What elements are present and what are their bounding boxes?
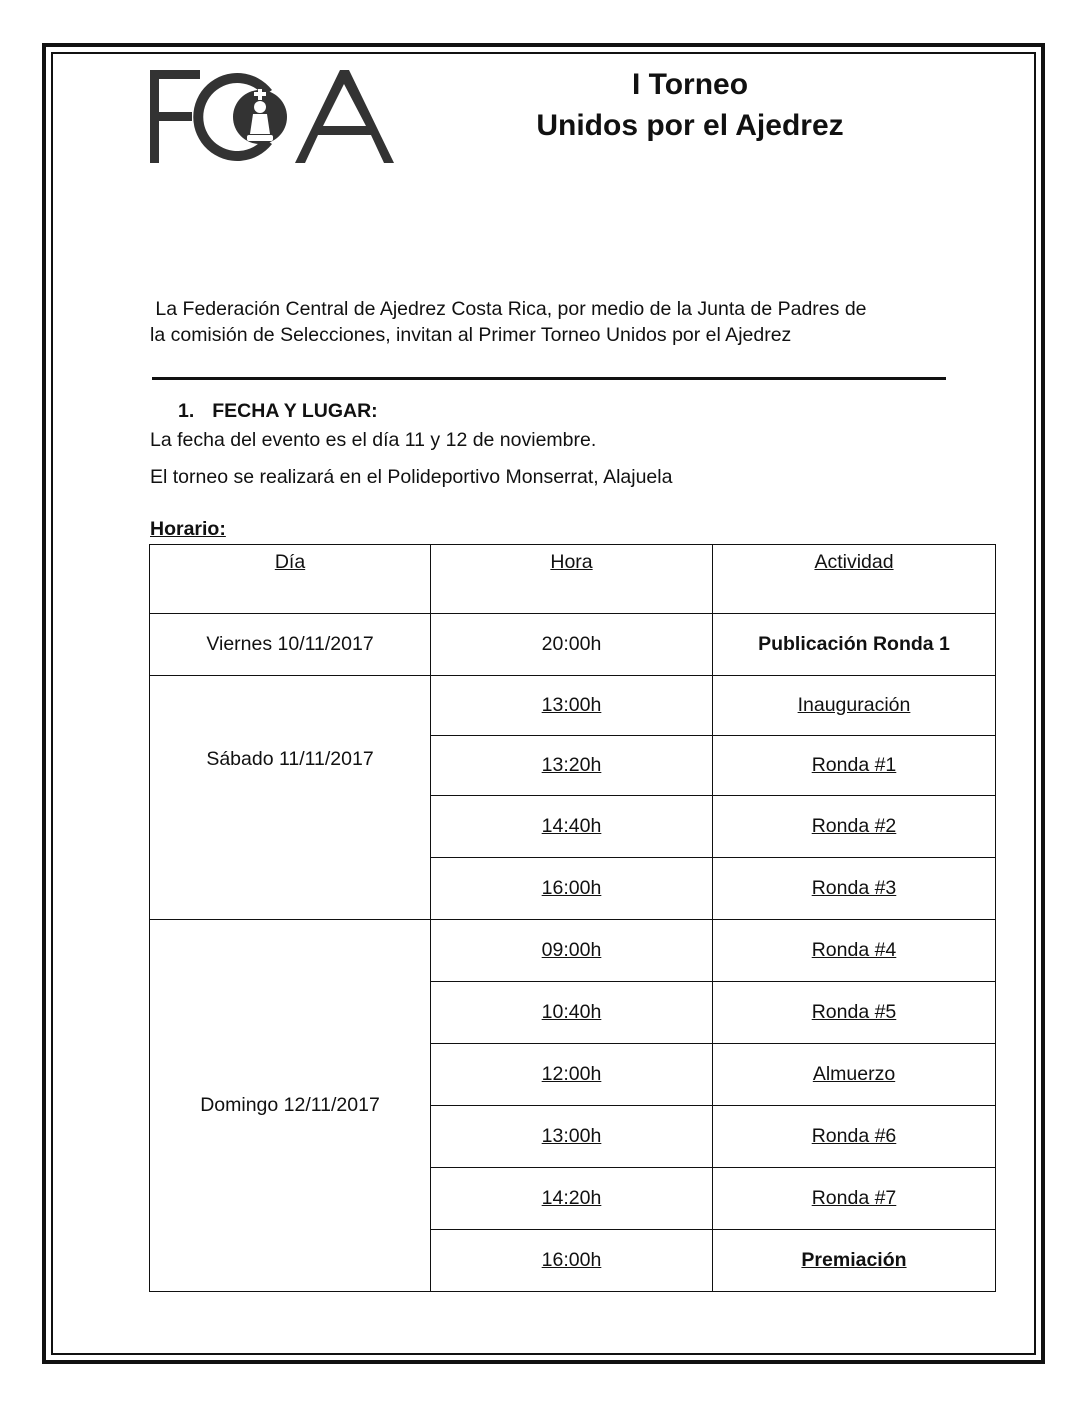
section-heading <box>178 400 378 423</box>
time-cell: 13:20h <box>431 736 713 796</box>
document-title <box>480 64 900 146</box>
intro-line-1: La Federación Central de Ajedrez Costa Rica, por medio de la Junta de Padres de <box>150 298 867 320</box>
table-header-row <box>150 545 996 614</box>
table-row <box>150 676 996 736</box>
activity-cell: Ronda #5 <box>713 982 996 1044</box>
time-cell: 09:00h <box>431 920 713 982</box>
intro-line-2: la comisión de Selecciones, invitan al Primer Torneo Unidos por el Ajedrez <box>150 324 792 346</box>
event-location-text: El torneo se realizará en el Polideportivo Monserrat, Alajuela <box>150 466 673 488</box>
table-row <box>150 614 996 676</box>
title-line-1: I Torneo <box>631 68 749 101</box>
event-date-text: La fecha del evento es el día 11 y 12 de noviembre. <box>150 429 597 451</box>
section-number: 1. <box>178 400 195 422</box>
horizontal-divider <box>152 377 946 380</box>
activity-cell: Ronda #6 <box>713 1106 996 1168</box>
day-cell-sunday: Domingo 12/11/2017 <box>150 920 431 1292</box>
header-time: Hora <box>431 545 713 614</box>
schedule-table <box>149 544 996 1292</box>
time-cell: 14:40h <box>431 796 713 858</box>
fca-logo <box>148 66 398 166</box>
activity-cell: Premiación <box>713 1230 996 1292</box>
intro-paragraph <box>150 296 950 348</box>
title-line-2: Unidos por el Ajedrez <box>536 109 844 142</box>
time-cell: 16:00h <box>431 1230 713 1292</box>
activity-cell: Inauguración <box>713 676 996 736</box>
activity-cell: Ronda #7 <box>713 1168 996 1230</box>
time-cell: 12:00h <box>431 1044 713 1106</box>
time-cell: 13:00h <box>431 1106 713 1168</box>
time-cell: 14:20h <box>431 1168 713 1230</box>
activity-cell: Publicación Ronda 1 <box>713 614 996 676</box>
time-cell: 16:00h <box>431 858 713 920</box>
schedule-label: Horario: <box>150 518 226 540</box>
table-row <box>150 920 996 982</box>
section-title: FECHA Y LUGAR: <box>212 400 378 422</box>
header-day: Día <box>150 545 431 614</box>
day-cell-friday: Viernes 10/11/2017 <box>150 614 431 676</box>
time-cell: 20:00h <box>431 614 713 676</box>
activity-cell: Almuerzo <box>713 1044 996 1106</box>
day-cell-saturday: Sábado 11/11/2017 <box>150 676 431 920</box>
activity-cell: Ronda #1 <box>713 736 996 796</box>
activity-cell: Ronda #4 <box>713 920 996 982</box>
time-cell: 10:40h <box>431 982 713 1044</box>
activity-cell: Ronda #3 <box>713 858 996 920</box>
time-cell: 13:00h <box>431 676 713 736</box>
header-activity: Actividad <box>713 545 996 614</box>
activity-cell: Ronda #2 <box>713 796 996 858</box>
